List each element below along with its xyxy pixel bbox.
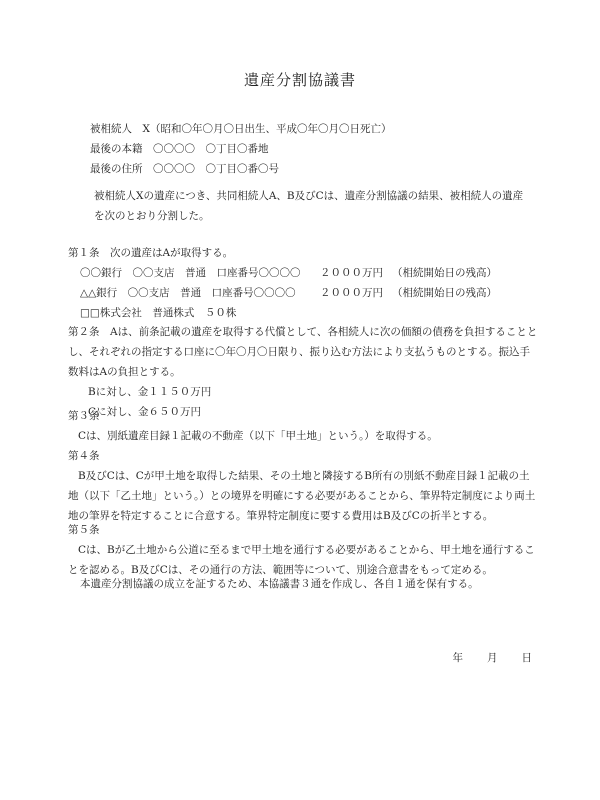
asset-row	[68, 263, 550, 283]
article-5-line: とを認める。B及びCは、その通行の方法、範囲等について、別途合意書をもって定める。	[68, 564, 493, 576]
asset-amount: ２０００万円	[320, 287, 383, 299]
intro-paragraph	[80, 186, 550, 226]
payment-item: Cに対し、金６５０万円	[88, 406, 202, 418]
closing-statement: 本遺産分割協議の成立を証するため、本協議書３通を作成し、各自１通を保有する。	[80, 578, 479, 590]
article-4	[68, 446, 550, 526]
article-5	[68, 520, 550, 580]
date-line	[453, 648, 533, 668]
article-2-line: し、それぞれの指定する口座に〇年〇月〇日限り、振り込む方法により支払うものとする。振込手	[68, 346, 530, 358]
article-4-line: B及びCは、Cが甲土地を取得した結果、その土地と隣接するB所有の別紙不動産目録１記載の土	[78, 470, 530, 482]
asset-row	[68, 283, 550, 303]
deceased-info	[90, 119, 550, 179]
article-4-heading: 第４条	[68, 450, 100, 462]
intro-line: を次のとおり分割した。	[94, 210, 210, 222]
article-2-line: 第２条 Aは、前条記載の遺産を取得する代償として、各相続人に次の価額の債務を負担することと	[68, 326, 538, 338]
article-5-heading: 第５条	[68, 524, 100, 536]
asset-amount: ２０００万円	[320, 267, 383, 279]
deceased-address-line: 最後の住所 〇〇〇〇 〇丁目〇番〇号	[90, 163, 279, 175]
date-year: 年	[452, 652, 463, 664]
deceased-name-line: 被相続人 X（昭和〇年〇月〇日出生、平成〇年〇月〇日死亡）	[90, 123, 392, 135]
article-2-line: 数料はAの負担とする。	[68, 366, 181, 378]
date-month: 月	[487, 652, 498, 664]
asset-description: □□株式会社 普通株式 ５０株	[80, 307, 237, 319]
article-4-line: 地の筆界を特定することに合意する。筆界特定制度に要する費用はB及びCの折半とする。	[68, 510, 494, 522]
asset-row	[68, 303, 550, 323]
article-3-heading: 第３条	[68, 410, 100, 422]
article-1-heading: 第１条 次の遺産はAが取得する。	[68, 247, 234, 259]
article-3-line: Cは、別紙遺産目録１記載の不動産（以下「甲土地」という。）を取得する。	[78, 430, 438, 442]
deceased-domicile-line: 最後の本籍 〇〇〇〇 〇丁目〇番地	[90, 143, 269, 155]
date-day: 日	[521, 652, 532, 664]
article-4-line: 地（以下「乙土地」という。）との境界を明確にする必要があることから、筆界特定制度により両土	[68, 490, 536, 502]
payment-item: Bに対し、金１１５０万円	[88, 386, 212, 398]
asset-description: 〇〇銀行 〇〇支店 普通 口座番号〇〇〇〇	[80, 267, 301, 279]
intro-line: 被相続人Xの遺産につき、共同相続人A、B及びCは、遺産分割協議の結果、被相続人の遺産	[94, 190, 524, 202]
asset-note: （相続開始日の残高）	[392, 287, 497, 299]
article-1	[68, 243, 550, 323]
document-title: 遺産分割協議書	[243, 71, 356, 89]
asset-description: △△銀行 〇〇支店 普通 口座番号〇〇〇〇	[80, 287, 296, 299]
article-5-line: Cは、Bが乙土地から公道に至るまで甲土地を通行する必要があることから、甲土地を通行するこ	[78, 544, 535, 556]
asset-note: （相続開始日の残高）	[392, 267, 497, 279]
article-3	[68, 406, 550, 446]
